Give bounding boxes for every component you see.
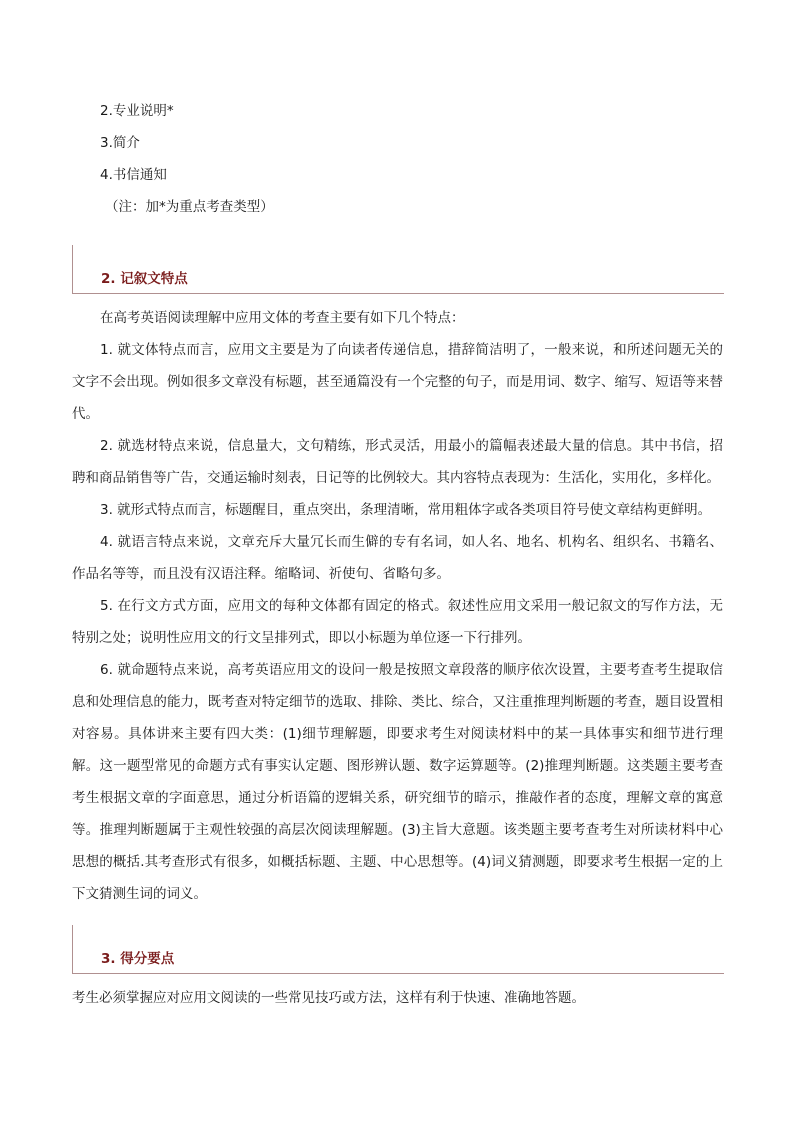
section-title-3: 3. 得分要点	[101, 951, 175, 967]
section-title-2: 2. 记叙文特点	[101, 271, 188, 287]
section-2-paragraph-6: 6. 就命题特点来说，高考英语应用文的设问一般是按照文章段落的顺序依次设置，主要考查考生提取信息和处理信息的能力，既考查对特定细节的选取、排除、类比、综合，又注重推理判断题的考查，题目设置相对容易。具体讲来主要有四大类：(1)细节理解题，即要求考生对阅读材料中的某一具体事实和细节进行理解。这一题型常见的命题方式有事实认定题、图形辨认题、数字运算题等。(2)推理判断题。这类题主要考查考生根据文章的字面意思，通过分析语篇的逻辑关系，研究细节的暗示，推敲作者的态度，理解文章的寓意等。推理判断题属于主观性较强的高层次阅读理解题。(3)主旨大意题。该类题主要考查考生对所读材料中心思想的概括.其考查形式有很多，如概括标题、主题、中心思想等。(4)词义猜测题，即要求考生根据一定的上下文猜测生词的词义。	[72, 662, 723, 902]
section-2-paragraph-4: 4. 就语言特点来说，文章充斥大量冗长而生僻的专有名词，如人名、地名、机构名、组织名、书籍名、作品名等等，而且没有汉语注释。缩略词、祈使句、省略句多。	[72, 534, 723, 582]
section-2-paragraph-5: 5. 在行文方式方面，应用文的每种文体都有固定的格式。叙述性应用文采用一般记叙文的写作方法，无特别之处；说明性应用文的行文呈排列式，即以小标题为单位逐一下行排列。	[72, 598, 723, 646]
section-2-paragraph-2: 2. 就选材特点来说，信息量大，文句精练，形式灵活，用最小的篇幅表述最大量的信息。其中书信，招聘和商品销售等广告，交通运输时刻表，日记等的比例较大。其内容特点表现为：生活化，实用化，多样化。	[72, 438, 723, 486]
section-2-paragraph-3: 3. 就形式特点而言，标题醒目，重点突出，条理清晰，常用粗体字或各类项目符号使文章结构更鲜明。	[100, 502, 712, 518]
list-item-4: 4.书信通知	[100, 167, 167, 183]
section-2-intro: 在高考英语阅读理解中应用文体的考查主要有如下几个特点：	[100, 310, 465, 326]
note-text: （注：加*为重点考查类型）	[105, 199, 274, 215]
list-item-2: 2.专业说明*	[100, 103, 174, 119]
section-header-2	[72, 245, 724, 294]
section-3-body: 考生必须掌握应对应用文阅读的一些常见技巧或方法，这样有利于快速、准确地答题。	[72, 990, 585, 1006]
section-2-paragraph-1: 1. 就文体特点而言，应用文主要是为了向读者传递信息，措辞简洁明了，一般来说，和所述问题无关的文字不会出现。例如很多文章没有标题，甚至通篇没有一个完整的句子，而是用词、数字、缩写、短语等来替代。	[72, 342, 723, 422]
list-item-3: 3.简介	[100, 135, 140, 151]
section-header-3	[72, 925, 724, 974]
